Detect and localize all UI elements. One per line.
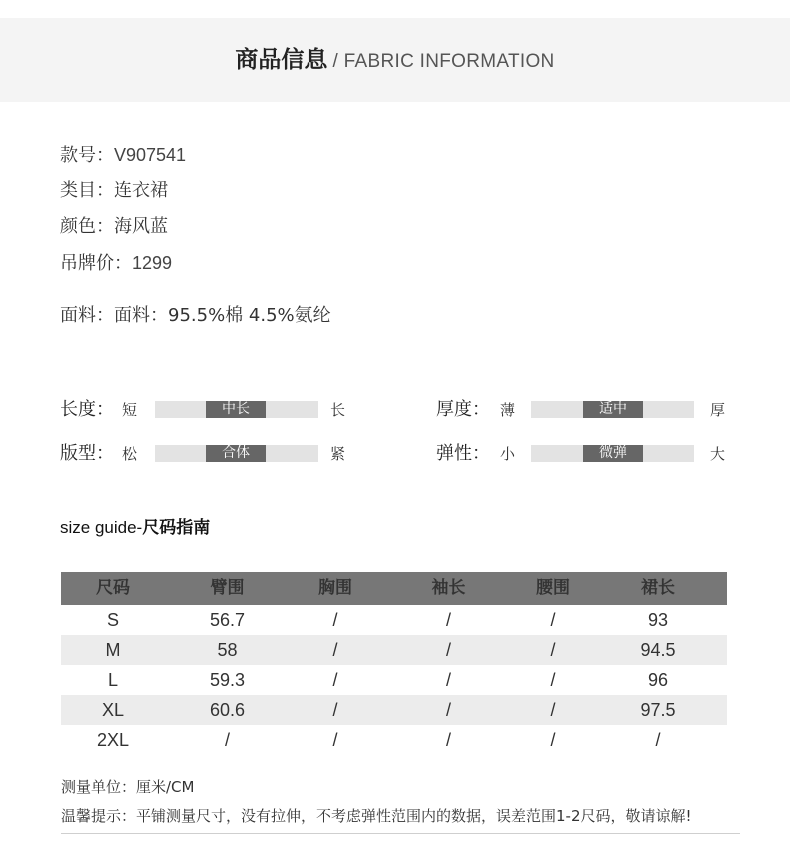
header-dress-length: 裙长 — [641, 578, 675, 598]
info-color — [60, 215, 168, 239]
page-title-cn: 商品信息 — [235, 47, 328, 73]
style-no-value: V907541 — [114, 145, 187, 165]
length-scale — [155, 401, 318, 418]
info-style-no — [60, 143, 186, 168]
info-fabric — [60, 304, 331, 328]
color-label: 颜色： — [60, 216, 114, 237]
table-cell: / — [550, 730, 556, 750]
thickness-min: 薄 — [500, 401, 516, 419]
style-no-label: 款号： — [60, 145, 114, 166]
table-cell: / — [332, 640, 338, 660]
table-cell: / — [445, 610, 451, 630]
fabric-value: 面料：95.5%棉 4.5%氨纶 — [114, 305, 331, 326]
length-label: 长度： — [60, 399, 114, 420]
table-cell: / — [550, 700, 556, 720]
elasticity-min: 小 — [500, 445, 516, 463]
fit-indicator: 合体 — [206, 445, 266, 462]
header-sleeve: 袖长 — [431, 578, 466, 598]
table-cell: S — [106, 610, 119, 630]
table-cell: / — [224, 730, 230, 750]
elasticity-indicator: 微弹 — [583, 445, 643, 462]
table-cell: / — [550, 640, 556, 660]
table-cell: 96 — [647, 670, 669, 690]
length-indicator: 中长 — [206, 401, 266, 418]
size-table — [61, 572, 727, 755]
warm-tip: 温馨提示：平铺测量尺寸，没有拉伸，不考虑弹性范围内的数据，误差范围1-2尺码，敬请谅解! — [61, 807, 692, 825]
fit-min: 松 — [122, 445, 138, 463]
table-cell: 97.5 — [640, 700, 676, 720]
table-cell: 58 — [217, 640, 238, 660]
category-value: 连衣裙 — [114, 180, 168, 201]
info-price — [60, 251, 172, 276]
size-guide-title-cn: 尺码指南 — [142, 518, 211, 538]
price-value: 1299 — [132, 253, 173, 273]
fit-max: 紧 — [330, 445, 346, 463]
elasticity-max: 大 — [710, 445, 726, 463]
measurement-unit: 测量单位：厘米/CM — [61, 778, 195, 796]
table-cell: 94.5 — [640, 640, 676, 660]
price-label: 吊牌价： — [60, 253, 132, 274]
header-bust: 胸围 — [318, 578, 352, 598]
table-cell: / — [655, 730, 661, 750]
table-cell: L — [107, 670, 118, 690]
header-arm: 臂围 — [210, 578, 245, 598]
fabric-label: 面料： — [60, 305, 114, 326]
table-cell: 93 — [647, 610, 669, 630]
table-cell: / — [332, 700, 338, 720]
page-title — [0, 44, 790, 78]
fit-label: 版型： — [60, 443, 114, 464]
table-cell: / — [332, 610, 338, 630]
size-guide-title-en: size guide- — [60, 518, 143, 537]
size-table-header — [61, 572, 727, 605]
table-cell: / — [332, 670, 338, 690]
table-cell: / — [332, 730, 338, 750]
table-cell: / — [445, 730, 451, 750]
table-cell: / — [550, 610, 556, 630]
length-max: 长 — [330, 401, 346, 419]
table-row — [61, 635, 727, 665]
header-waist: 腰围 — [536, 578, 570, 598]
table-row — [61, 665, 727, 695]
category-label: 类目： — [60, 180, 114, 201]
table-row — [61, 725, 727, 755]
elasticity-scale — [531, 445, 694, 462]
table-cell: M — [105, 640, 121, 660]
size-guide-title — [60, 516, 210, 540]
thickness-max: 厚 — [710, 401, 726, 419]
table-cell: XL — [101, 700, 125, 720]
table-cell: / — [445, 640, 451, 660]
table-cell: / — [445, 700, 451, 720]
info-category — [60, 179, 168, 203]
elasticity-label: 弹性： — [436, 443, 490, 464]
page-title-en: / FABRIC INFORMATION — [332, 51, 555, 72]
thickness-label: 厚度： — [436, 399, 490, 420]
table-cell: 59.3 — [209, 670, 246, 690]
table-cell: / — [550, 670, 556, 690]
table-cell: / — [445, 670, 451, 690]
table-row — [61, 605, 727, 635]
table-cell: 60.6 — [209, 700, 246, 720]
table-cell: 2XL — [96, 730, 130, 750]
length-min: 短 — [122, 401, 138, 419]
thickness-scale — [531, 401, 694, 418]
table-cell: 56.7 — [209, 610, 246, 630]
footer-divider — [61, 833, 740, 834]
header-size: 尺码 — [96, 578, 130, 598]
color-value: 海风蓝 — [114, 216, 168, 237]
fit-scale — [155, 445, 318, 462]
table-row — [61, 695, 727, 725]
thickness-indicator: 适中 — [583, 401, 643, 418]
